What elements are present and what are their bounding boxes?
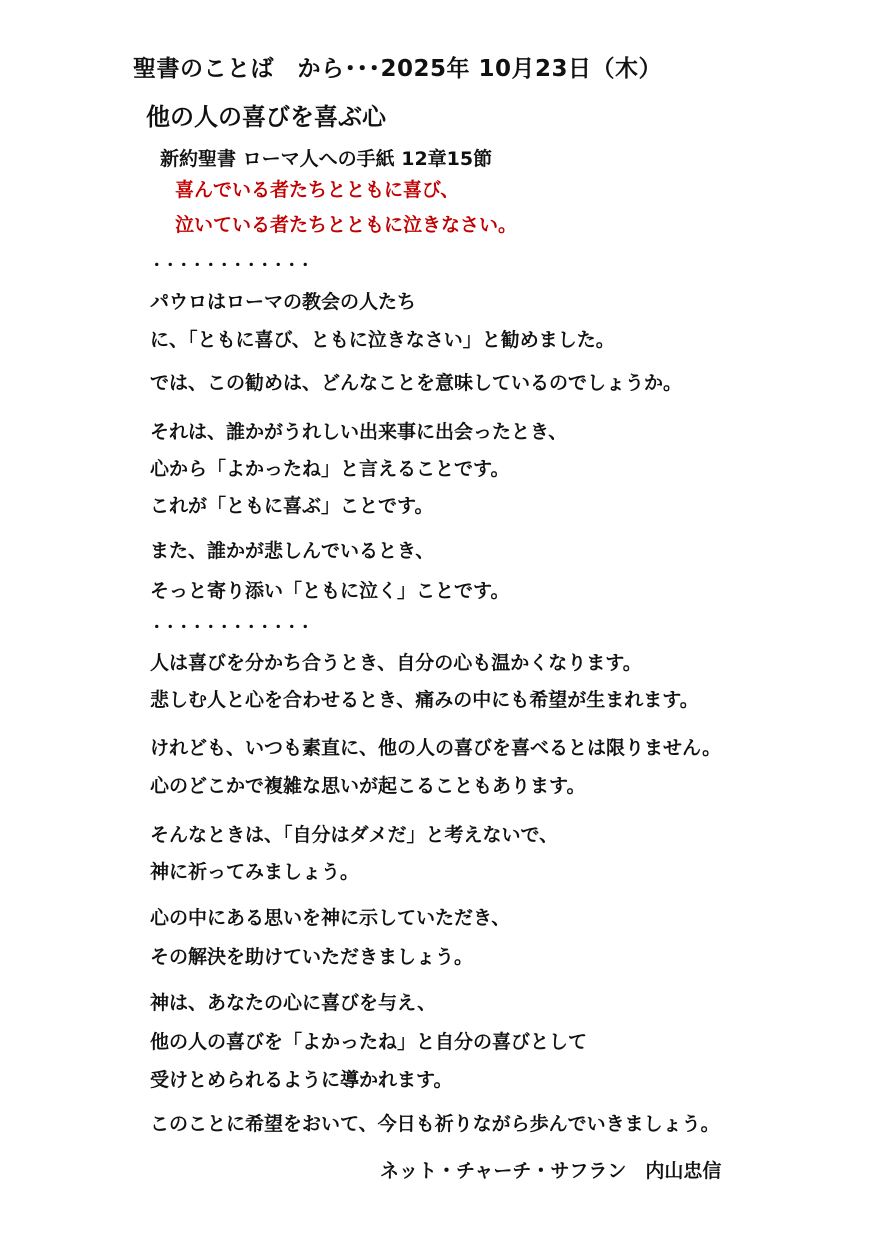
body-line: 受けとめられるように導かれます。: [150, 1069, 453, 1091]
body-line: そんなときは、「自分はダメだ」と考えないで、: [150, 824, 559, 846]
body-line: 心の中にある思いを神に示していただき、: [150, 907, 511, 929]
body-line: けれども、いつも素直に、他の人の喜びを喜べるとは限りません。: [150, 737, 722, 759]
body-line: また、誰かが悲しんでいるとき、: [150, 540, 435, 562]
body-line: 神は、あなたの心に喜びを与え、: [150, 992, 437, 1014]
body-line: 他の人の喜びを「よかったね」と自分の喜びとして: [150, 1031, 588, 1053]
scripture-reference: 新約聖書 ローマ人への手紙 12章15節: [160, 148, 493, 170]
body-line: 神に祈ってみましょう。: [150, 861, 360, 883]
verse-line: 喜んでいる者たちとともに喜び、: [175, 179, 460, 201]
body-line: 人は喜びを分かち合うとき、自分の心も温かくなります。: [150, 652, 642, 674]
separator-dots: ････････････: [153, 618, 316, 636]
body-line: 心のどこかで複雑な思いが起こることもあります。: [150, 775, 586, 797]
body-line: その解決を助けていただきましょう。: [150, 946, 474, 968]
body-line: そっと寄り添い「ともに泣く」ことです。: [150, 580, 510, 602]
body-line: パウロはローマの教会の人たち: [150, 291, 417, 313]
body-line: このことに希望をおいて、今日も祈りながら歩んでいきましょう。: [150, 1113, 720, 1135]
document-header: 聖書のことば から･･･2025年 10月23日（木）: [133, 56, 663, 82]
body-line: に、「ともに喜び、ともに泣きなさい」と勧めました。: [150, 329, 615, 351]
verse-line: 泣いている者たちとともに泣きなさい。: [175, 214, 518, 236]
body-line: 悲しむ人と心を合わせるとき、痛みの中にも希望が生まれます。: [150, 689, 699, 711]
body-line: それは、誰かがうれしい出来事に出会ったとき、: [150, 421, 568, 443]
body-line: 心から「よかったね」と言えることです。: [150, 458, 510, 480]
body-line: では、この勧めは、どんなことを意味しているのでしょうか。: [150, 372, 683, 394]
author-signature: ネット・チャーチ・サフラン 内山忠信: [380, 1160, 722, 1182]
body-line: これが「ともに喜ぶ」ことです。: [150, 495, 434, 517]
document-title: 他の人の喜びを喜ぶ心: [146, 103, 386, 131]
separator-dots: ････････････: [153, 256, 316, 274]
